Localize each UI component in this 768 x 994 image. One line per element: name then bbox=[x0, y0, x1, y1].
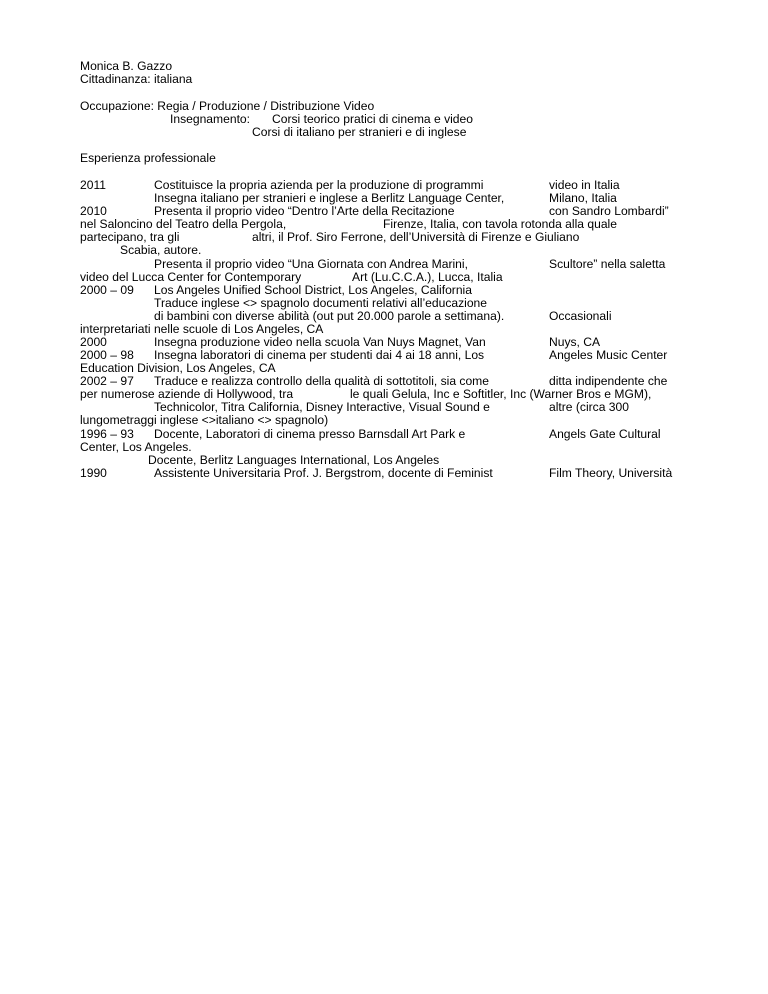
exp-line-text: Presenta il proprio video “Una Giornata con Andrea Marini, bbox=[154, 257, 468, 271]
teaching-label: Insegnamento: bbox=[170, 112, 251, 126]
exp-line-text: partecipano, tra gli bbox=[80, 230, 180, 244]
exp-line-text: Technicolor, Titra California, Disney Interactive, Visual Sound e bbox=[154, 400, 490, 414]
citizenship: Cittadinanza: italiana bbox=[80, 72, 193, 86]
exp-line-text: Education Division, Los Angeles, CA bbox=[80, 361, 276, 375]
exp-line-text: Docente, Laboratori di cinema presso Barnsdall Art Park e bbox=[154, 427, 466, 441]
exp-line-tail: video in Italia bbox=[549, 178, 620, 192]
exp-line-tail: altre (circa 300 bbox=[549, 400, 629, 414]
exp-line-text: Traduce inglese <> spagnolo documenti relativi all’educazione bbox=[154, 296, 488, 310]
exp-line-text: di bambini con diverse abilità (out put 20.000 parole a settimana). bbox=[154, 309, 505, 323]
exp-line-tail: Occasionali bbox=[549, 309, 612, 323]
exp-line-year: 2011 bbox=[80, 178, 107, 192]
teaching-item-2: Corsi di italiano per stranieri e di inglese bbox=[252, 125, 467, 139]
exp-line-text: Insegna italiano per stranieri e inglese a Berlitz Language Center, bbox=[154, 191, 505, 205]
exp-line-text: Presenta il proprio video “Dentro l’Arte della Recitazione bbox=[154, 204, 455, 218]
exp-line-tail: Angeles Music Center bbox=[549, 348, 668, 362]
exp-line-tail: Scultore” nella saletta bbox=[549, 257, 666, 271]
exp-line-text: Docente, Berlitz Languages International, Los Angeles bbox=[148, 453, 440, 467]
occupation-line: Occupazione: Regia / Produzione / Distribuzione Video bbox=[80, 99, 375, 113]
exp-line-text: Los Angeles Unified School District, Los Angeles, California bbox=[154, 283, 472, 297]
exp-line-text: Insegna laboratori di cinema per studenti dai 4 ai 18 anni, Los bbox=[154, 348, 485, 362]
exp-line-year: 2000 – 09 bbox=[80, 283, 134, 297]
exp-line-text: Firenze, Italia, con tavola rotonda alla quale bbox=[383, 217, 617, 231]
exp-line-text: Insegna produzione video nella scuola Van Nuys Magnet, Van bbox=[154, 335, 486, 349]
exp-line-text: video del Lucca Center for Contemporary bbox=[80, 270, 302, 284]
exp-line-year: 2000 bbox=[80, 335, 107, 349]
exp-line-text: per numerose aziende di Hollywood, tra bbox=[80, 387, 294, 401]
exp-line-tail: con Sandro Lombardi” bbox=[549, 204, 669, 218]
exp-line-text: le quali Gelula, Inc e Softitler, Inc (Warner Bros e MGM), bbox=[350, 387, 652, 401]
exp-line-tail: ditta indipendente che bbox=[549, 374, 668, 388]
exp-line-year: 2000 – 98 bbox=[80, 348, 134, 362]
exp-line-text: Traduce e realizza controllo della qualità di sottotitoli, sia come bbox=[154, 374, 489, 388]
exp-line-text: Scabia, autore. bbox=[120, 243, 202, 257]
section-title: Esperienza professionale bbox=[80, 151, 216, 165]
teaching-item-1: Corsi teorico pratici di cinema e video bbox=[272, 112, 473, 126]
exp-line-text: Costituisce la propria azienda per la produzione di programmi bbox=[154, 178, 484, 192]
exp-line-text: nel Saloncino del Teatro della Pergola, bbox=[80, 217, 287, 231]
exp-line-year: 1990 bbox=[80, 466, 107, 480]
exp-line-tail: Angels Gate Cultural bbox=[549, 427, 661, 441]
author-name: Monica B. Gazzo bbox=[80, 59, 173, 73]
exp-line-text: lungometraggi inglese <>italiano <> spagnolo) bbox=[80, 413, 329, 427]
exp-line-text: altri, il Prof. Siro Ferrone, dell’Università di Firenze e Giuliano bbox=[252, 230, 580, 244]
exp-line-text: Assistente Universitaria Prof. J. Bergstrom, docente di Feminist bbox=[154, 466, 493, 480]
exp-line-tail: Nuys, CA bbox=[549, 335, 601, 349]
exp-line-year: 1996 – 93 bbox=[80, 427, 134, 441]
exp-line-text: interpretariati nelle scuole di Los Angeles, CA bbox=[80, 322, 324, 336]
exp-line-tail: Milano, Italia bbox=[549, 191, 617, 205]
exp-line-year: 2010 bbox=[80, 204, 107, 218]
exp-line-year: 2002 – 97 bbox=[80, 374, 134, 388]
exp-line-tail: Film Theory, Università bbox=[549, 466, 673, 480]
exp-line-text: Art (Lu.C.C.A.), Lucca, Italia bbox=[352, 270, 503, 284]
exp-line-text: Center, Los Angeles. bbox=[80, 440, 192, 454]
